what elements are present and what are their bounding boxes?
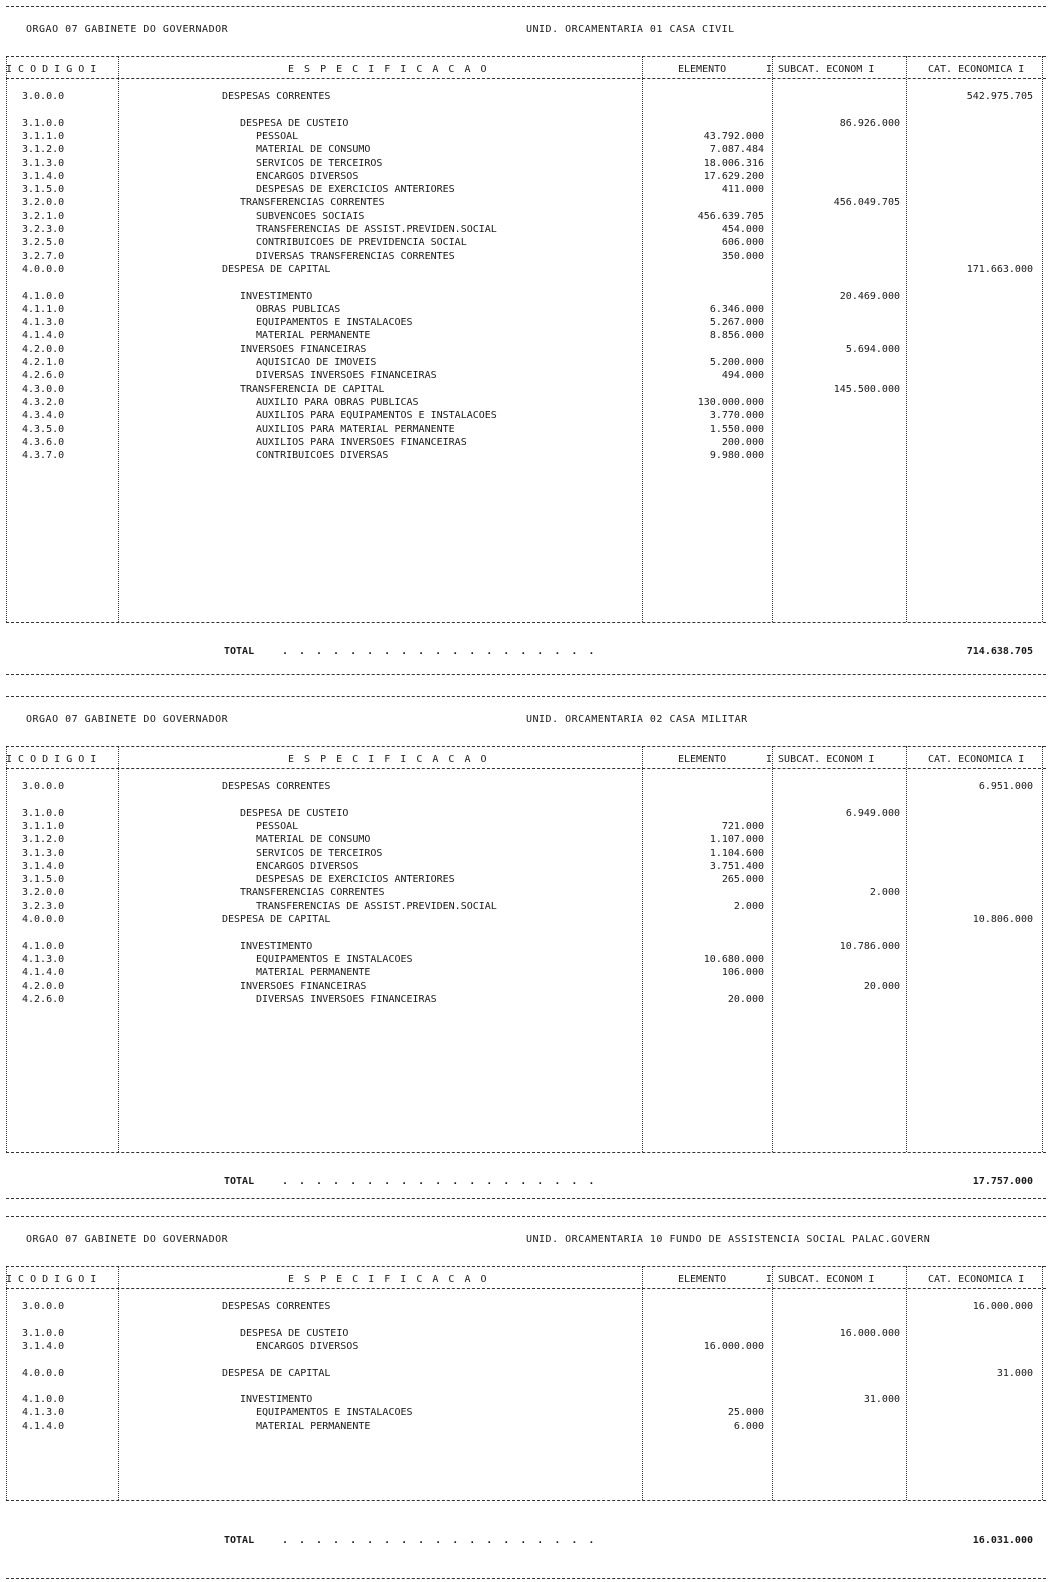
row-description: INVERSOES FINANCEIRAS [240,980,367,992]
row-code: 3.1.5.0 [22,184,65,196]
table-row [6,303,1046,316]
row-code: 3.1.0.0 [22,807,65,819]
row-subcat: 456.049.705 [833,197,900,209]
row-code: 3.2.0.0 [22,887,65,899]
row-elemento: 5.267.000 [709,317,764,329]
row-code: 4.1.4.0 [22,1420,65,1432]
section-bottom-rule [6,1198,1046,1199]
row-description: TRANSFERENCIAS DE ASSIST.PREVIDEN.SOCIAL [256,900,497,912]
row-description: PESSOAL [256,820,299,832]
row-elemento: 265.000 [721,874,764,886]
row-code: 4.1.3.0 [22,317,65,329]
total-value: 17.757.000 [972,1176,1033,1188]
row-subcat: 10.786.000 [839,940,900,952]
table-row [6,1353,1046,1366]
body-bottom-rule [6,1500,1046,1501]
row-description: ENCARGOS DIVERSOS [256,860,359,872]
table-row [6,820,1046,833]
row-code: 3.2.5.0 [22,237,65,249]
row-code: 4.3.6.0 [22,436,65,448]
row-code: 4.1.0.0 [22,290,65,302]
section-top-rule [6,696,1046,697]
section-top-rule [6,1216,1046,1217]
table-row [6,236,1046,249]
body-bottom-rule [6,1152,1046,1153]
row-description: DESPESAS CORRENTES [222,1301,331,1312]
row-description: EQUIPAMENTOS E INSTALACOES [256,1407,413,1419]
row-code: 3.1.4.0 [22,170,65,182]
row-code: 3.1.3.0 [22,157,65,169]
row-elemento: 200.000 [721,436,764,448]
row-elemento: 17.629.200 [703,170,764,182]
total-leader-dots: ................... [282,646,606,657]
orgao-title: ORGAO 07 GABINETE DO GOVERNADOR [26,24,229,35]
table-row [6,436,1046,449]
table-row [6,170,1046,183]
row-description: MATERIAL DE CONSUMO [256,144,371,156]
row-description: DESPESA DE CAPITAL [222,263,331,275]
orgao-title: ORGAO 07 GABINETE DO GOVERNADOR [26,714,229,725]
table-row [6,369,1046,382]
row-description: INVESTIMENTO [240,1394,313,1406]
total-leader-dots: ................... [282,1534,606,1546]
cat-header: CAT. ECONOMICA I [928,64,1025,75]
cat-header: CAT. ECONOMICA I [928,754,1025,765]
table-row [6,1300,1046,1313]
row-description: SERVICOS DE TERCEIROS [256,157,383,169]
row-code: 4.3.0.0 [22,383,65,395]
table-row [6,409,1046,422]
table-row [6,290,1046,303]
table-row [6,993,1046,1006]
table-row [6,1380,1046,1393]
especificacao-header: E S P E C I F I C A C A O [288,754,489,765]
table-row [6,276,1046,289]
elemento-header: ELEMENTO [678,754,727,765]
table-row [6,223,1046,236]
header-top-rule [6,56,1046,57]
row-description: EQUIPAMENTOS E INSTALACOES [256,317,413,329]
row-elemento: 18.006.316 [703,157,764,169]
row-elemento: 8.856.000 [709,330,764,342]
row-description: TRANSFERENCIA DE CAPITAL [240,383,385,395]
table-row [6,1420,1046,1433]
row-elemento: 16.000.000 [703,1340,764,1352]
budget-section [6,0,1046,678]
row-code: 4.1.3.0 [22,953,65,965]
table-row [6,423,1046,436]
row-description: DESPESAS DE EXERCICIOS ANTERIORES [256,874,455,886]
table-row [6,383,1046,396]
row-elemento: 43.792.000 [703,130,764,142]
table-row [6,130,1046,143]
row-code: 4.1.4.0 [22,967,65,979]
total-label: TOTAL [224,1176,255,1188]
row-description: AUXILIOS PARA MATERIAL PERMANENTE [256,423,455,435]
row-description: EQUIPAMENTOS E INSTALACOES [256,953,413,965]
row-code: 3.0.0.0 [22,1301,65,1312]
section-top-rule [6,6,1046,7]
row-elemento: 1.104.600 [709,847,764,859]
table-row [6,449,1046,462]
row-code: 3.1.4.0 [22,1340,65,1352]
row-code: 3.1.4.0 [22,860,65,872]
row-code: 4.1.3.0 [22,1407,65,1419]
row-description: DIVERSAS INVERSOES FINANCEIRAS [256,370,437,382]
row-description: DESPESA DE CAPITAL [222,1367,331,1379]
table-row [6,1327,1046,1340]
table-row [6,913,1046,926]
row-code: 4.2.0.0 [22,343,65,355]
row-elemento: 130.000.000 [697,396,764,408]
row-code: 4.3.4.0 [22,410,65,422]
row-description: DESPESAS CORRENTES [222,91,331,102]
row-cat: 10.806.000 [972,914,1033,925]
header-bottom-rule [6,78,1046,79]
row-elemento: 3.751.400 [709,860,764,872]
table-row [6,793,1046,806]
row-description: TRANSFERENCIAS DE ASSIST.PREVIDEN.SOCIAL [256,224,497,235]
total-label: TOTAL [224,646,255,657]
row-description: MATERIAL PERMANENTE [256,967,371,979]
row-elemento: 456.639.705 [697,210,764,222]
row-code: 4.0.0.0 [22,263,65,275]
row-code: 3.0.0.0 [22,781,65,792]
row-elemento: 5.200.000 [709,357,764,368]
table-row [6,926,1046,939]
row-elemento: 10.680.000 [703,953,764,965]
row-description: CONTRIBUICOES DE PREVIDENCIA SOCIAL [256,237,467,249]
table-row [6,780,1046,793]
table-row [6,143,1046,156]
row-code: 3.2.1.0 [22,210,65,222]
row-description: SUBVENCOES SOCIAIS [256,210,365,222]
row-code: 3.1.2.0 [22,144,65,156]
table-row [6,263,1046,276]
elemento-header: ELEMENTO [678,64,727,75]
row-code: 3.1.0.0 [22,1327,65,1339]
table-row [6,886,1046,899]
row-description: CONTRIBUICOES DIVERSAS [256,450,389,462]
row-description: AUXILIOS PARA EQUIPAMENTOS E INSTALACOES [256,410,497,422]
body-bottom-rule [6,622,1046,623]
row-elemento: 106.000 [721,967,764,979]
row-code: 4.2.6.0 [22,993,65,1005]
row-code: 4.0.0.0 [22,914,65,925]
budget-section [6,1210,1046,1582]
row-cat: 31.000 [996,1367,1033,1379]
table-row [6,860,1046,873]
especificacao-header: E S P E C I F I C A C A O [288,64,489,75]
row-description: INVERSOES FINANCEIRAS [240,343,367,355]
row-elemento: 1.107.000 [709,834,764,846]
row-code: 3.2.3.0 [22,900,65,912]
row-elemento: 9.980.000 [709,450,764,462]
row-description: AUXILIO PARA OBRAS PUBLICAS [256,396,419,408]
subcat-header: I SUBCAT. ECONOM I [766,754,875,765]
row-subcat: 2.000 [869,887,900,899]
table-row [6,1313,1046,1326]
row-elemento: 350.000 [721,250,764,262]
row-code: 3.0.0.0 [22,91,65,102]
table-row [6,807,1046,820]
row-code: 4.1.0.0 [22,1394,65,1406]
table-row [6,873,1046,886]
row-description: MATERIAL PERMANENTE [256,330,371,342]
row-code: 4.2.1.0 [22,357,65,368]
table-row [6,966,1046,979]
row-code: 3.1.3.0 [22,847,65,859]
codigo-header: I C O D I G O I [6,754,97,765]
row-code: 4.1.0.0 [22,940,65,952]
row-code: 4.0.0.0 [22,1367,65,1379]
row-elemento: 1.550.000 [709,423,764,435]
row-description: DESPESAS CORRENTES [222,781,331,792]
section-bottom-rule [6,1578,1046,1579]
total-label: TOTAL [224,1534,255,1546]
row-description: DIVERSAS TRANSFERENCIAS CORRENTES [256,250,455,262]
total-value: 714.638.705 [966,646,1033,657]
row-description: DESPESA DE CUSTEIO [240,117,349,129]
row-description: DESPESAS DE EXERCICIOS ANTERIORES [256,184,455,196]
cat-header: CAT. ECONOMICA I [928,1274,1025,1285]
row-elemento: 454.000 [721,224,764,235]
row-cat: 16.000.000 [972,1301,1033,1312]
row-description: AQUISICAO DE IMOVEIS [256,357,377,368]
row-code: 3.1.5.0 [22,874,65,886]
row-code: 4.3.2.0 [22,396,65,408]
unidade-title: UNID. ORCAMENTARIA 01 CASA CIVIL [526,24,735,35]
table-row [6,157,1046,170]
row-subcat: 5.694.000 [845,343,900,355]
row-description: INVESTIMENTO [240,290,313,302]
row-subcat: 16.000.000 [839,1327,900,1339]
row-description: ENCARGOS DIVERSOS [256,170,359,182]
table-row [6,833,1046,846]
table-row [6,316,1046,329]
table-row [6,1393,1046,1406]
row-description: TRANSFERENCIAS CORRENTES [240,197,385,209]
row-code: 3.1.1.0 [22,820,65,832]
row-elemento: 6.000 [733,1420,764,1432]
orgao-title: ORGAO 07 GABINETE DO GOVERNADOR [26,1234,229,1245]
row-description: INVESTIMENTO [240,940,313,952]
row-code: 4.3.7.0 [22,450,65,462]
row-elemento: 6.346.000 [709,303,764,315]
row-subcat: 6.949.000 [845,807,900,819]
table-row [6,183,1046,196]
section-bottom-rule [6,674,1046,675]
row-description: DIVERSAS INVERSOES FINANCEIRAS [256,993,437,1005]
row-code: 3.1.2.0 [22,834,65,846]
row-description: ENCARGOS DIVERSOS [256,1340,359,1352]
row-elemento: 721.000 [721,820,764,832]
header-top-rule [6,1266,1046,1267]
table-row [6,250,1046,263]
row-code: 3.2.7.0 [22,250,65,262]
table-row [6,356,1046,369]
table-row [6,90,1046,103]
row-description: PESSOAL [256,130,299,142]
total-value: 16.031.000 [972,1534,1033,1546]
codigo-header: I C O D I G O I [6,64,97,75]
row-code: 3.1.0.0 [22,117,65,129]
table-row [6,900,1046,913]
row-elemento: 20.000 [727,993,764,1005]
codigo-header: I C O D I G O I [6,1274,97,1285]
row-description: DESPESA DE CUSTEIO [240,807,349,819]
row-description: MATERIAL PERMANENTE [256,1420,371,1432]
row-elemento: 3.770.000 [709,410,764,422]
table-row [6,1367,1046,1380]
row-cat: 542.975.705 [966,91,1033,102]
table-row [6,940,1046,953]
row-code: 3.1.1.0 [22,130,65,142]
row-code: 4.3.5.0 [22,423,65,435]
table-row [6,1406,1046,1419]
table-row [6,103,1046,116]
unidade-title: UNID. ORCAMENTARIA 10 FUNDO DE ASSISTENCIA SOCIAL PALAC.GOVERN [526,1234,931,1245]
table-row [6,980,1046,993]
row-code: 4.1.4.0 [22,330,65,342]
row-cat: 6.951.000 [978,781,1033,792]
subcat-header: I SUBCAT. ECONOM I [766,1274,875,1285]
table-row [6,329,1046,342]
budget-section [6,690,1046,1202]
unidade-title: UNID. ORCAMENTARIA 02 CASA MILITAR [526,714,748,725]
table-row [6,847,1046,860]
row-subcat: 86.926.000 [839,117,900,129]
row-description: DESPESA DE CAPITAL [222,914,331,925]
row-cat: 171.663.000 [966,263,1033,275]
row-description: MATERIAL DE CONSUMO [256,834,371,846]
row-elemento: 25.000 [727,1407,764,1419]
table-row [6,396,1046,409]
especificacao-header: E S P E C I F I C A C A O [288,1274,489,1285]
table-row [6,117,1046,130]
row-description: DESPESA DE CUSTEIO [240,1327,349,1339]
header-top-rule [6,746,1046,747]
row-elemento: 7.087.484 [709,144,764,156]
row-elemento: 2.000 [733,900,764,912]
table-row [6,196,1046,209]
row-code: 3.2.3.0 [22,224,65,235]
table-row [6,343,1046,356]
row-code: 4.1.1.0 [22,303,65,315]
table-row [6,210,1046,223]
subcat-header: I SUBCAT. ECONOM I [766,64,875,75]
header-bottom-rule [6,768,1046,769]
row-code: 3.2.0.0 [22,197,65,209]
row-subcat: 20.000 [863,980,900,992]
row-elemento: 411.000 [721,184,764,196]
row-elemento: 606.000 [721,237,764,249]
table-row [6,953,1046,966]
total-leader-dots: ................... [282,1176,606,1188]
elemento-header: ELEMENTO [678,1274,727,1285]
row-elemento: 494.000 [721,370,764,382]
row-subcat: 20.469.000 [839,290,900,302]
table-row [6,1340,1046,1353]
header-bottom-rule [6,1288,1046,1289]
row-description: OBRAS PUBLICAS [256,303,341,315]
row-description: TRANSFERENCIAS CORRENTES [240,887,385,899]
row-description: AUXILIOS PARA INVERSOES FINANCEIRAS [256,436,467,448]
row-description: SERVICOS DE TERCEIROS [256,847,383,859]
row-subcat: 31.000 [863,1394,900,1406]
row-code: 4.2.0.0 [22,980,65,992]
row-code: 4.2.6.0 [22,370,65,382]
row-subcat: 145.500.000 [833,383,900,395]
